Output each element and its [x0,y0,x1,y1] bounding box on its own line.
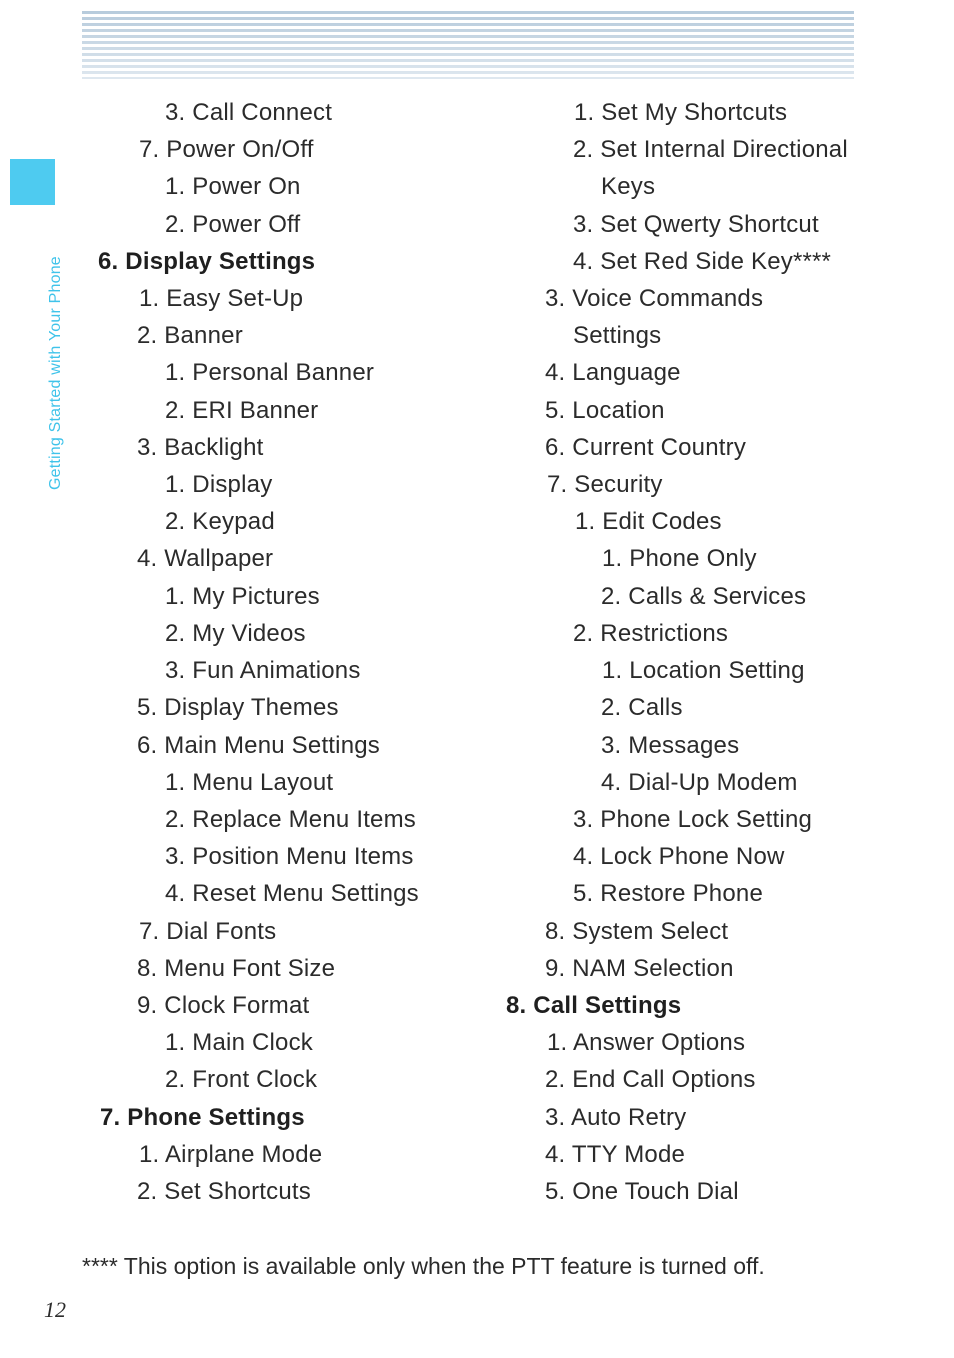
menu-item-label: Menu Font Size [164,955,336,982]
menu-item-number: 2. [601,583,622,610]
menu-item-label: Personal Banner [192,359,375,386]
menu-item-label: Front Clock [192,1066,318,1093]
menu-item-label: Dial Fonts [166,918,277,945]
menu-list-item [601,693,683,723]
menu-item-number: 3. [545,285,566,312]
menu-item-label: Fun Animations [192,657,361,684]
menu-list-item [574,98,787,128]
menu-item-label: System Select [572,918,729,945]
menu-item-number: 3. [137,434,158,461]
menu-item-number: 3. [601,732,622,759]
menu-list-item [545,954,734,984]
menu-item-label: One Touch Dial [572,1178,739,1205]
section-side-label: Getting Started with Your Phone [47,256,64,490]
menu-item-label: Backlight [164,434,264,461]
menu-item-number: 6. [545,434,566,461]
menu-item-label: Call Settings [533,992,682,1019]
menu-item-label: Set Shortcuts [164,1178,311,1205]
menu-item-label: Current Country [572,434,747,461]
menu-list-item [547,470,663,500]
menu-list-item [545,396,665,426]
menu-item-label: Phone Lock Setting [600,806,813,833]
menu-list-item [573,805,812,835]
menu-list-item [573,619,728,649]
menu-item-label: Menu Layout [192,769,334,796]
menu-item-label: Replace Menu Items [192,806,416,833]
menu-item-number: 8. [545,918,566,945]
menu-item-number: 2. [601,694,622,721]
menu-item-label: Power On/Off [166,136,314,163]
menu-item-label: Easy Set-Up [166,285,304,312]
menu-item-label: My Pictures [192,583,320,610]
menu-item-number: 8. [137,955,158,982]
menu-item-label: Power Off [192,211,301,238]
menu-item-number: 1. [574,99,595,126]
menu-item-number: 1. [165,359,186,386]
menu-item-number: 1. [165,583,186,610]
page-number: 12 [44,1297,66,1322]
menu-item-number: 2. [545,1066,566,1093]
menu-item-number: 1. [165,1029,186,1056]
menu-item-label: My Videos [192,620,306,647]
menu-item-label: Auto Retry [570,1104,687,1131]
menu-item-label: Restrictions [600,620,729,647]
menu-item-number: 6. [98,248,119,275]
menu-item-label: Settings [573,322,662,349]
menu-item-label: Dial-Up Modem [628,769,798,796]
menu-item-number: 7. [139,918,160,945]
menu-item-label: Messages [628,732,740,759]
menu-item-label: Airplane Mode [164,1141,323,1168]
menu-item-label: Keys [601,173,656,200]
menu-item-number: 5. [545,397,566,424]
menu-item-label: Set Red Side Key**** [600,248,832,275]
menu-item-label: Set Internal Directional [600,136,848,163]
menu-item-number: 4. [545,1141,566,1168]
menu-list-item [545,1177,739,1207]
menu-item-number: 2. [165,620,186,647]
menu-item-label: Location Setting [629,657,805,684]
menu-item-label: Main Menu Settings [164,732,381,759]
menu-item-number: 1. [165,173,186,200]
menu-item-label: NAM Selection [572,955,734,982]
menu-item-number: 2. [165,397,186,424]
menu-list-item [573,135,848,165]
menu-item-label: Display Settings [125,248,316,275]
menu-item-number: 1. [547,1029,568,1056]
menu-item-label: Answer Options [572,1029,746,1056]
menu-item-number: 3. [165,99,186,126]
menu-item-label: ERI Banner [192,397,319,424]
menu-item-label: Main Clock [192,1029,313,1056]
menu-item-number: 4. [573,843,594,870]
menu-item-label: Location [572,397,665,424]
menu-item-label: Edit Codes [602,508,722,535]
menu-item-number: 4. [573,248,594,275]
menu-item-label: Call Connect [192,99,333,126]
menu-item-number: 8. [506,992,527,1019]
menu-item-label: Phone Settings [127,1104,305,1131]
menu-list-item [545,358,681,388]
menu-list-item [601,768,798,798]
footnote: **** This option is available only when the PTT feature is turned off. [82,1253,765,1279]
menu-item-label: Calls [628,694,683,721]
menu-item-number: 9. [137,992,158,1019]
menu-item-number: 4. [137,545,158,572]
menu-list-item [601,731,739,761]
menu-item-label: Phone Only [629,545,757,572]
menu-item-label: Calls & Services [628,583,807,610]
menu-list-item [545,917,728,947]
menu-list-item [602,544,757,574]
menu-item-label: Wallpaper [164,545,274,572]
menu-item-number: 2. [165,508,186,535]
menu-item-label: End Call Options [572,1066,756,1093]
menu-item-number: 1. [602,545,623,572]
menu-item-label: Reset Menu Settings [192,880,419,907]
menu-section-heading [506,991,681,1021]
menu-item-label: Position Menu Items [192,843,414,870]
menu-list-item [573,842,785,872]
menu-item-number: 7. [139,136,160,163]
menu-item-number: 5. [573,880,594,907]
menu-item-label: Banner [164,322,243,349]
menu-item-number: 2. [165,211,186,238]
menu-list-item [545,433,746,463]
menu-item-label: Voice Commands [572,285,764,312]
menu-item-number: 2. [137,1178,158,1205]
menu-item-number: 2. [573,620,594,647]
menu-item-label: Display Themes [164,694,339,721]
menu-item-number: 4. [601,769,622,796]
menu-list-item [573,210,819,240]
menu-list-item [545,1103,686,1133]
menu-list-item [602,656,805,686]
menu-list-item [573,321,661,351]
menu-item-number: 3. [165,843,186,870]
menu-list-item [601,172,655,202]
menu-list-item [545,284,763,314]
menu-item-label: Language [572,359,681,386]
menu-item-number: 2. [165,806,186,833]
menu-item-number: 2. [165,1066,186,1093]
menu-list-item [545,1140,685,1170]
menu-item-number: 1. [575,508,596,535]
menu-list-item [575,507,722,537]
menu-item-label: Set Qwerty Shortcut [600,211,819,238]
menu-item-number: 3. [545,1104,566,1131]
menu-list-item [545,1065,756,1095]
menu-item-number: 4. [165,880,186,907]
menu-item-number: 1. [139,1141,160,1168]
menu-item-number: 2. [137,322,158,349]
menu-item-number: 1. [165,769,186,796]
menu-item-number: 9. [545,955,566,982]
menu-list-item [573,247,831,277]
menu-item-label: Keypad [192,508,275,535]
menu-item-number: 5. [545,1178,566,1205]
menu-item-number: 3. [165,657,186,684]
menu-item-number: 3. [573,806,594,833]
menu-list-item [601,582,806,612]
menu-item-number: 1. [139,285,160,312]
menu-list-item [573,879,763,909]
menu-item-number: 3. [573,211,594,238]
menu-item-label: TTY Mode [571,1141,686,1168]
menu-item-label: Restore Phone [600,880,763,907]
menu-item-label: Lock Phone Now [600,843,785,870]
menu-item-label: Display [192,471,273,498]
menu-item-label: Power On [192,173,301,200]
menu-item-number: 2. [573,136,594,163]
menu-item-number: 7. [100,1104,121,1131]
menu-list-item [547,1028,745,1058]
menu-item-label: Security [574,471,663,498]
menu-item-number: 5. [137,694,158,721]
menu-item-number: 7. [547,471,568,498]
menu-item-number: 1. [602,657,623,684]
menu-item-label: Set My Shortcuts [601,99,788,126]
menu-item-number: 4. [545,359,566,386]
menu-item-label: Clock Format [164,992,310,1019]
menu-item-number: 1. [165,471,186,498]
menu-item-number: 6. [137,732,158,759]
